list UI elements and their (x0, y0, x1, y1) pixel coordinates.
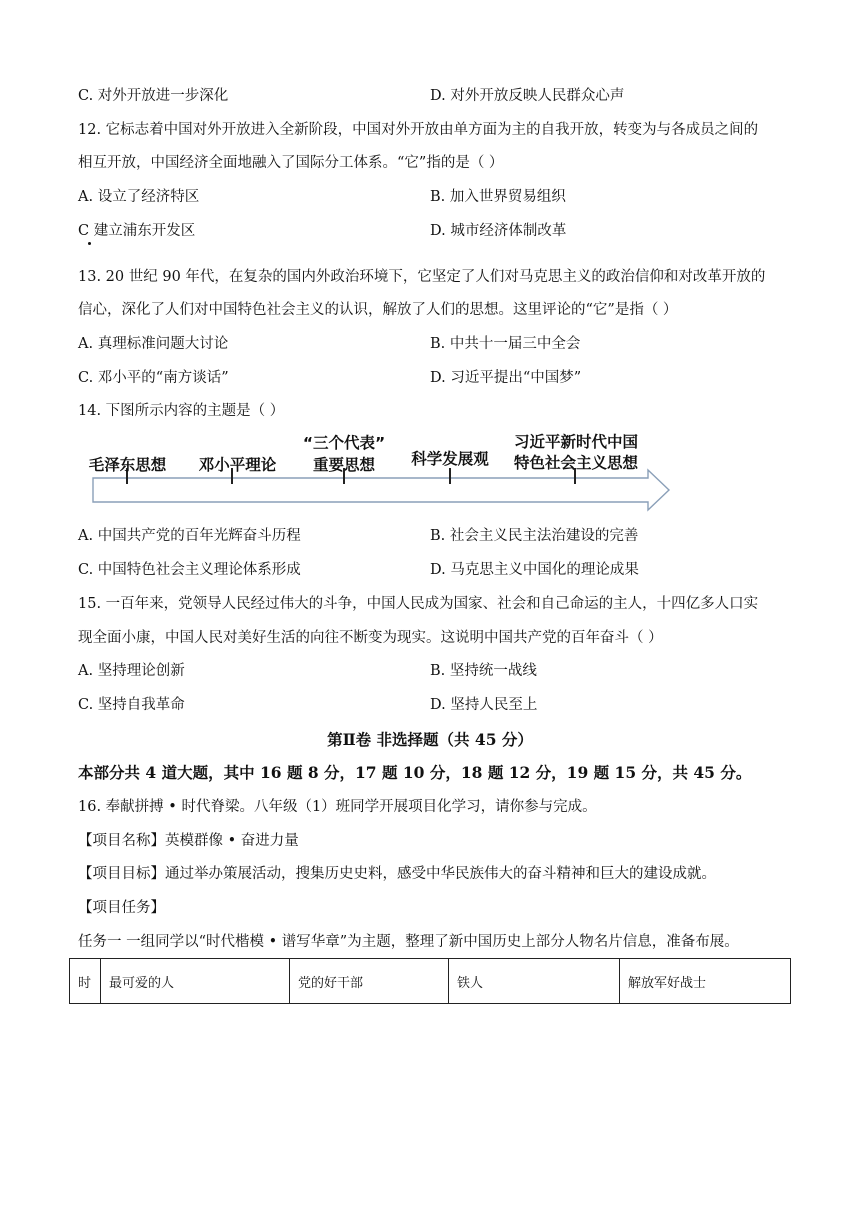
timeline-item-scientific-development: 科学发展观 (411, 450, 489, 468)
q16-project-goal: 【项目目标】通过举办策展活动，搜集历史史料，感受中华民族伟大的奋斗精神和巨大的建设成就。 (78, 866, 716, 882)
q15-stem-line2: 现全面小康，中国人民对美好生活的向往不断变为现实。这说明中国共产党的百年奋斗（ ） (78, 630, 663, 646)
q15-stem-line1: 15. 一百年来，党领导人民经过伟大的斗争，中国人民成为国家、社会和自己命运的主人，十四亿多人口实 (78, 596, 759, 612)
q14-stem: 14. 下图所示内容的主题是（ ） (78, 403, 285, 419)
timeline-item-three-represents-line1: “三个代表” (302, 434, 386, 452)
q13-option-c: C. 邓小平的“南方谈话” (78, 370, 229, 386)
q12-stem-line1: 12. 它标志着中国对外开放进入全新阶段，中国对外开放由单方面为主的自我开放，转变为与各成员之间的 (78, 122, 759, 138)
q12-option-c: C 建立浦东开发区 (78, 223, 196, 239)
table-row (70, 959, 791, 1004)
timeline-item-xi-line2: 特色社会主义思想 (513, 454, 638, 472)
table-cell: 铁人 (449, 959, 620, 1004)
timeline-item-three-represents-line2: 重要思想 (312, 456, 375, 474)
table-cell: 时 (70, 959, 101, 1004)
theory-timeline-figure (86, 432, 676, 512)
q13-stem-line2: 信心，深化了人们对中国特色社会主义的认识，解放了人们的思想。这里评论的“它”是指（ ） (78, 302, 678, 318)
q13-option-b: B. 中共十一届三中全会 (430, 336, 581, 352)
q12-stem-line2: 相互开放，中国经济全面地融入了国际分工体系。“它”指的是（ ） (78, 155, 504, 171)
q14-option-a: A. 中国共产党的百年光辉奋斗历程 (78, 528, 301, 544)
q13-option-a: A. 真理标准问题大讨论 (78, 336, 229, 352)
q13-option-d: D. 习近平提出“中国梦” (430, 370, 582, 386)
q16-stem: 16. 奉献拼搏 • 时代脊梁。八年级（1）班同学开展项目化学习，请你参与完成。 (78, 799, 597, 815)
q15-option-b: B. 坚持统一战线 (430, 663, 537, 679)
timeline-item-deng: 邓小平理论 (198, 456, 277, 474)
q14-option-d: D. 马克思主义中国化的理论成果 (430, 562, 639, 578)
table-cell: 党的好干部 (290, 959, 449, 1004)
q12-option-b: B. 加入世界贸易组织 (430, 189, 566, 205)
q13-stem-line1: 13. 20 世纪 90 年代，在复杂的国内外政治环境下，它坚定了人们对马克思主义的政治信仰和对改革开放的 (78, 269, 766, 285)
q15-option-c: C. 坚持自我革命 (78, 697, 185, 713)
table-cell: 最可爱的人 (101, 959, 290, 1004)
timeline-item-xi-line1: 习近平新时代中国 (513, 433, 638, 451)
q15-option-a: A. 坚持理论创新 (78, 663, 185, 679)
person-cards-table (69, 958, 791, 1004)
q12-option-d: D. 城市经济体制改革 (430, 223, 567, 239)
section-ii-intro: 本部分共 4 道大题，其中 16 题 8 分，17 题 10 分，18 题 12 分，19 题 15 分，共 45 分。 (78, 763, 752, 782)
q16-project-name: 【项目名称】英模群像 • 奋进力量 (78, 833, 299, 849)
stray-dot-mark (88, 242, 91, 245)
q14-option-b: B. 社会主义民主法治建设的完善 (430, 528, 639, 544)
q14-option-c: C. 中国特色社会主义理论体系形成 (78, 562, 301, 578)
timeline-item-mao: 毛泽东思想 (88, 456, 167, 474)
section-ii-title: 第Ⅱ卷 非选择题（共 45 分） (327, 730, 533, 749)
q11-option-d: D. 对外开放反映人民群众心声 (430, 88, 625, 104)
q12-option-a: A. 设立了经济特区 (78, 189, 200, 205)
q15-option-d: D. 坚持人民至上 (430, 697, 538, 713)
q11-option-c: C. 对外开放进一步深化 (78, 88, 229, 104)
q16-project-task: 【项目任务】 (78, 900, 165, 916)
q16-task1: 任务一 一组同学以“时代楷模 • 谱写华章”为主题，整理了新中国历史上部分人物名片信息，准备布展。 (78, 934, 739, 950)
table-cell: 解放军好战士 (620, 959, 791, 1004)
